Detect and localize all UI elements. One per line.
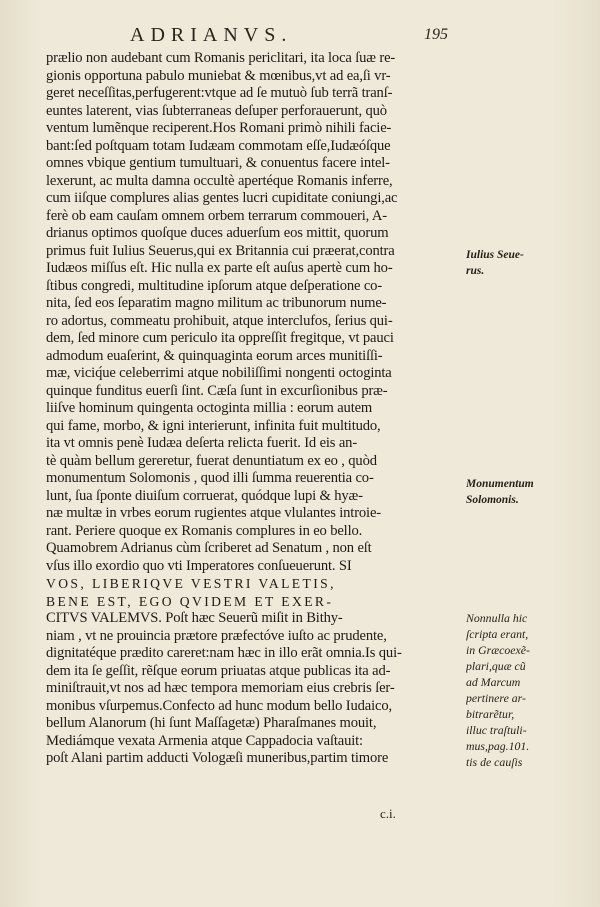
text-line: næ multæ in vrbes eorum rugientes atque vlulantes introie-	[46, 505, 381, 521]
text-line: tè quàm bellum gereretur, fuerat denuntiatum ex eo , quòd	[46, 452, 377, 469]
margin-note-line: Solomonis.	[466, 494, 519, 506]
margin-note-nonnulla	[466, 610, 594, 770]
margin-note-line: Iulius Seue-	[466, 249, 524, 261]
printer-signature-mark: c.i.	[380, 806, 396, 821]
margin-note-line: Nonnulla hic	[466, 611, 528, 625]
text-line: mæ, viciq́ue celeberrimi atque nobiliſſimi nongenti octoginta	[46, 365, 392, 381]
margin-note-line: in Græcoexẽ-	[466, 643, 530, 657]
margin-note-line: ad Marcum	[466, 675, 521, 689]
main-text-block	[46, 50, 460, 768]
text-line: euntes laterent, vias ſubterraneas deſuper perforauerunt, quò	[46, 102, 387, 119]
text-line: dignitatéque prædito careret:nam hæc in illo erãt omnia.Is qui-	[46, 645, 402, 661]
text-line: nita, ſed eos ſeparatim magno militum ac tribunorum nume-	[46, 295, 387, 311]
text-line: ro adortus, commeatu prohibuit, atque interclufos, ſerius qui-	[46, 312, 393, 329]
text-line: quinque funditus euerſi ſint. Cæſa ſunt in excurſionibus præ-	[46, 382, 388, 399]
margin-note-line: ſcripta erant,	[466, 627, 529, 641]
text-line: ſtibus congredi, multitudine ipſorum atque deſperatione co-	[46, 277, 383, 294]
text-line: bellum Alanorum (hi ſunt Maſſagetæ) Pharaſmanes mouit,	[46, 715, 377, 731]
text-line: Quamobrem Adrianus cùm ſcriberet ad Senatum , non eſt	[46, 540, 372, 556]
margin-note-line: pertinere ar-	[466, 691, 526, 705]
text-line: liiſve hominum quingenta octoginta millia : eorum autem	[46, 400, 373, 416]
margin-note-line: plari,quæ cũ	[466, 659, 526, 673]
text-line: geret neceſſitas,perfugerent:vtque ad ſe mutuò ſub terrã tranſ-	[46, 85, 393, 101]
text-line: primus fuit Iulius Seuerus,qui ex Britannia cui præerat,contra	[46, 242, 395, 259]
margin-note-iulius-seuerus	[466, 247, 594, 279]
text-line: VOS, LIBERIQVE VESTRI VALETIS,	[46, 576, 336, 591]
text-line: rant. Periere quoque ex Romanis complures in eo bello.	[46, 522, 363, 539]
text-line: miniſtrauit,vt nos ad hæc tempora memoriam eius crebris ſer-	[46, 680, 395, 696]
text-line: Mediámque vexata Armenia atque Cappadocia vaſtauit:	[46, 732, 363, 749]
text-line: ferè ob eam cauſam omnem orbem terrarum commoueri, A-	[46, 207, 387, 224]
running-head: ADRIANVS.	[130, 24, 293, 46]
text-line: monibus vſurpemus.Confecto ad hunc modum bello Iudaico,	[46, 697, 392, 714]
text-line: Iudæos miſſus eſt. Hic nulla ex parte eſt auſus apertè cum ho-	[46, 260, 393, 276]
text-line: vſus illo exordio quo vti Imperatores conſueuerunt. SI	[46, 557, 352, 574]
text-line: drianus optimos quoſque duces aduerſum eos mittit, quorum	[46, 225, 389, 241]
text-line: lexerunt, ac multa damna occultè apertéque Romanis inferre,	[46, 172, 393, 189]
text-line: niam , vt ne prouincia prætore præfectóve iuſto ac prudente,	[46, 627, 387, 644]
margin-note-line: illuc traſtuli-	[466, 723, 527, 737]
text-line: bant:ſed poſtquam totam Iudæam commotam eſſe,Iudæóſque	[46, 137, 391, 154]
text-line: ita vt omnis penè Iudæa deſerta relicta fuerit. Id eis an-	[46, 435, 358, 451]
text-line: poſt Alani partim adducti Vologæſi muneribus,partim timore	[46, 750, 389, 766]
text-line: admodum euaſerint, & quinquaginta eorum arces munitiſſi-	[46, 347, 383, 364]
text-line: lunt, ſua ſponte diuiſum corruerat, quódque lupi & hyæ-	[46, 487, 363, 504]
margin-note-line: bitrarẽtur,	[466, 707, 515, 721]
text-line: omnes vbique gentium tumultuari, & conuentus facere intel-	[46, 155, 390, 171]
text-line: ventum lumẽnque reciperent.Hos Romani primò nihili facie-	[46, 120, 392, 136]
text-line: qui fame, morbo, & igni interierunt, infinita fuit multitudo,	[46, 417, 381, 434]
margin-note-monumentum	[466, 476, 594, 508]
text-line: dem, ſed minore cum periculo ita oppreſſit fregitque, vt pauci	[46, 330, 394, 346]
page-number: 195	[424, 26, 448, 43]
text-line: gionis opportuna pabulo muniebat & mœnibus,vt ad ea,ſi vr-	[46, 67, 391, 84]
text-line: dem ita ſe geſſit, rẽſque eorum priuatas atque publicas ita ad-	[46, 662, 391, 679]
text-line: monumentum Solomonis , quod illi ſumma reuerentia co-	[46, 470, 374, 486]
text-line: BENE EST, EGO QVIDEM ET EXER-	[46, 593, 334, 609]
margin-note-line: mus,pag.101.	[466, 739, 530, 753]
margin-note-line: Monumentum	[466, 478, 534, 490]
text-line: prælio non audebant cum Romanis periclitari, ita loca ſuæ re-	[46, 50, 396, 66]
margin-note-line: rus.	[466, 265, 485, 277]
margin-note-line: tis de cauſis	[466, 755, 523, 769]
text-line: cum iiſque complures alias gentes lucri cupiditate coniungi,ac	[46, 190, 398, 206]
text-line: CITVS VALEMVS. Poſt hæc Seuerũ miſit in Bithy-	[46, 610, 343, 626]
